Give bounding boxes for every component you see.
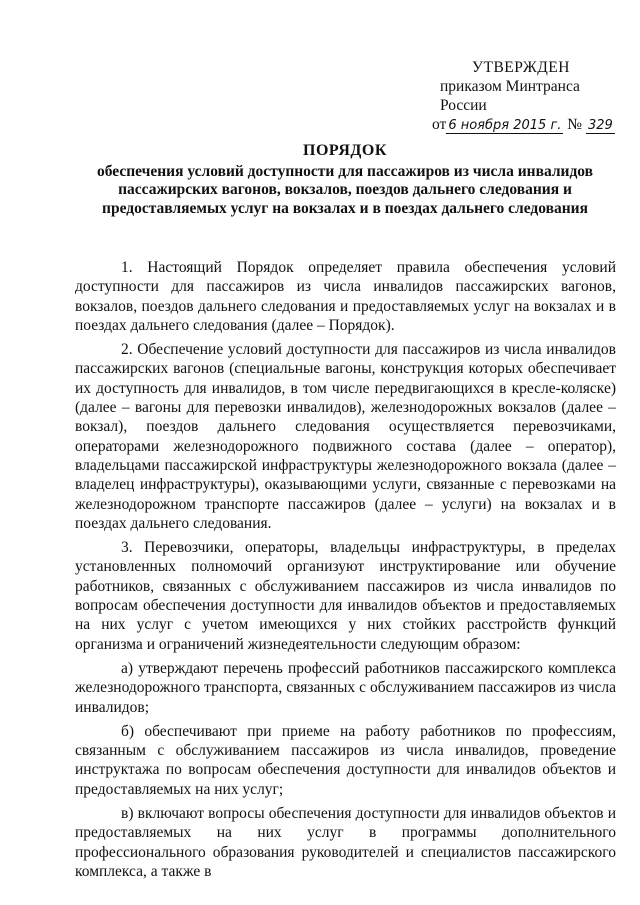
paragraph-2: 2. Обеспечение условий доступности для пассажиров из числа инвалидов пассажирских вагонов (специальные вагоны, конструкция которых обеспечивает их доступность для инвалидов, в том числе передвигающихся в кресле-коляске) (далее – вагоны для перевозки инвалидов), железнодорожных вокзалов (далее – вокзал), поездов дальнего следования осуществляется перевозчиками, операторами железнодорожного подвижного состава (далее – оператор), владельцами пассажирской инфраструктуры железнодорожного вокзала (далее – владелец инфраструктуры), оказывающими услуги, связанные с перевозками на железнодорожном транспорте пассажиров (далее – услуги) на вокзалах и в поездах дальнего следования. bbox=[75, 341, 616, 532]
subparagraph-a: а) утверждают перечень профессий работников пассажирского комплекса железнодорожного транспорта, связанных с обслуживанием пассажиров из числа инвалидов; bbox=[75, 659, 616, 716]
title-subtitle: обеспечения условий доступности для пассажиров из числа инвалидов пассажирских вагонов, вокзалов, поездов дальнего следования и предоставляемых услуг на вокзалах и в поездах дальнего следования bbox=[96, 162, 594, 217]
handwritten-date: 6 ноября 2015 г. bbox=[448, 118, 562, 133]
document-body bbox=[75, 258, 616, 886]
approval-order-line: приказом Минтранса России bbox=[440, 78, 580, 114]
date-prefix: от bbox=[432, 116, 447, 133]
approval-heading: УТВЕРЖДЕН bbox=[472, 59, 570, 76]
approval-date-line bbox=[432, 115, 622, 135]
paragraph-3: 3. Перевозчики, операторы, владельцы инфраструктуры, в пределах установленных полномочий организуют инструктирование или обучение работников, связанных с обслуживанием пассажиров из числа инвалидов по вопросам обеспечения доступности для инвалидов объектов и предоставляемых на них услуг с учетом имеющихся у них стойких расстройств функций организма и ограничений жизнедеятельности следующим образом: bbox=[75, 539, 616, 653]
title-heading: ПОРЯДОК bbox=[303, 142, 387, 159]
approval-stamp bbox=[432, 58, 622, 135]
subparagraph-v: в) включают вопросы обеспечения доступности для инвалидов объектов и предоставляемых на них услуг в программы дополнительного профессионального образования руководителей и специалистов пассажирского комплекса, а также в bbox=[75, 805, 616, 880]
number-prefix: № bbox=[567, 116, 583, 133]
paragraph-1: 1. Настоящий Порядок определяет правила обеспечения условий доступности для пассажиров из числа инвалидов пассажирских вагонов, вокзалов, поездов дальнего следования и предоставляемых услуг на вокзалах и в поездах дальнего следования (далее – Порядок). bbox=[75, 259, 616, 334]
document-title bbox=[95, 142, 595, 218]
handwritten-number: 329 bbox=[587, 118, 613, 133]
subparagraph-b: б) обеспечивают при приеме на работу работников по профессиям, связанным с обслуживанием пассажиров из числа инвалидов, проведение инструктажа по вопросам обеспечения доступности для инвалидов объектов и предоставляемых на них услуг; bbox=[75, 722, 616, 798]
